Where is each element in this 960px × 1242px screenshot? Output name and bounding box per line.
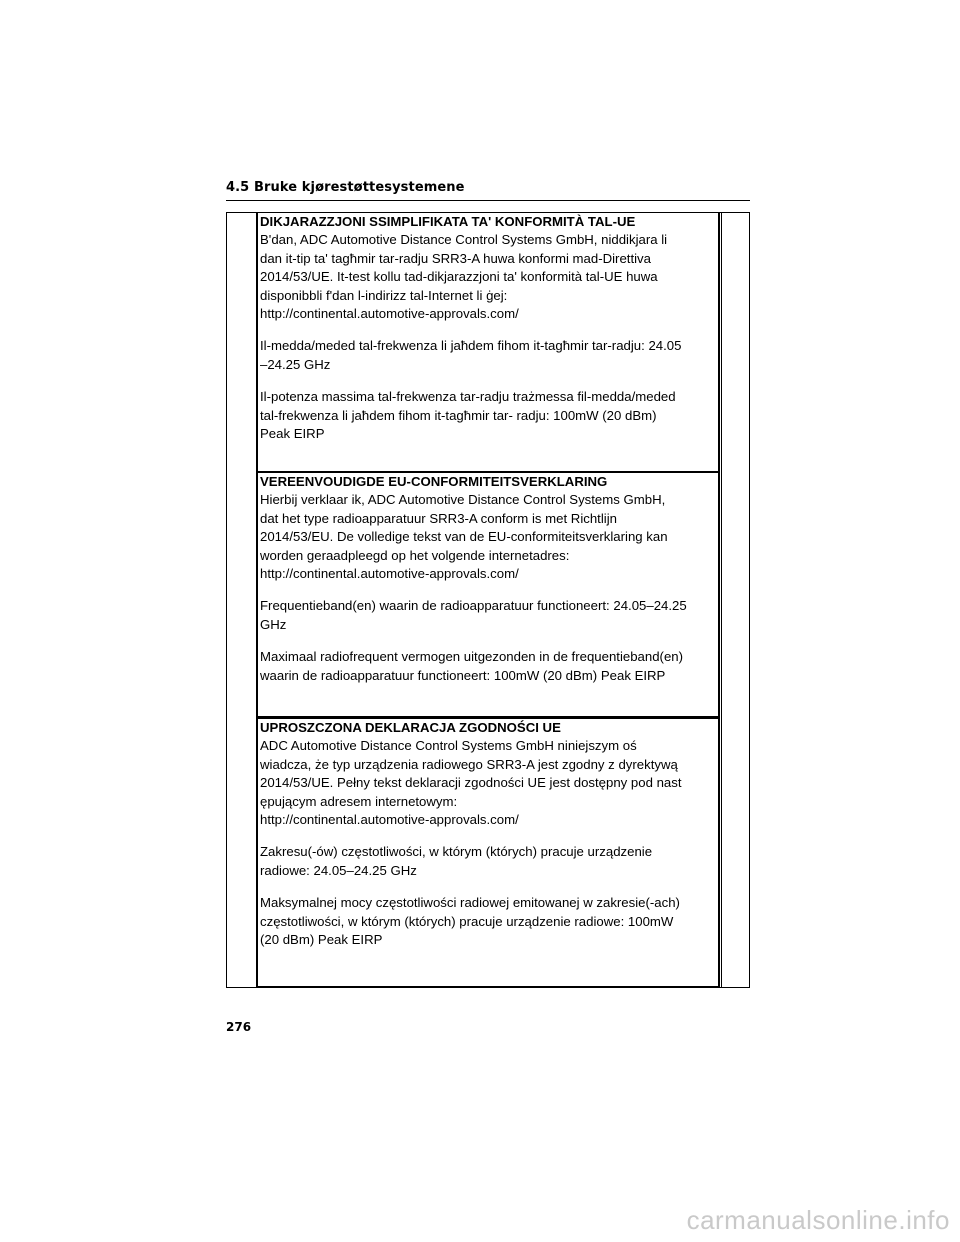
block-title: UPROSZCZONA DEKLARACJA ZGODNOŚCI UE xyxy=(260,720,561,735)
block-paragraph: ADC Automotive Distance Control Systems GmbH niniejszym oś wiadcza, że typ urządzenia radiowego SRR3-A jest zgodny z dyrektywą 2014/53/UE. Pełny tekst deklaracji zgodności UE jest dostępny pod nast ępującym adresem internetowym: http://continental.automotive-approvals.com/ xyxy=(260,738,682,828)
block-paragraph: Il-medda/meded tal-frekwenza li jaħdem fihom it-tagħmir tar-radju: 24.05 –24.25 GHz xyxy=(260,338,682,372)
declaration-block-maltese xyxy=(256,212,720,473)
block-paragraph: Maximaal radiofrequent vermogen uitgezonden in de frequentieband(en) waarin de radioapparatuur functioneert: 100mW (20 dBm) Peak EIRP xyxy=(260,649,684,683)
block-paragraph: Zakresu(-ów) częstotliwości, w którym (których) pracuje urządzenie radiowe: 24.05–24.25 GHz xyxy=(260,844,653,878)
section-title: 4.5 Bruke kjørestøttesystemene xyxy=(226,180,465,195)
declaration-block-dutch xyxy=(256,472,720,718)
section-header xyxy=(226,180,750,201)
page-number: 276 xyxy=(226,1020,252,1034)
block-paragraph: Frequentieband(en) waarin de radioapparatuur functioneert: 24.05–24.25 GHz xyxy=(260,598,687,632)
block-paragraph: Il-potenza massima tal-frekwenza tar-radju trażmessa fil-medda/meded tal-frekwenza li jaħdem fihom it-tagħmir tar- radju: 100mW (20 dBm) Peak EIRP xyxy=(260,389,676,442)
table-right-column-divider xyxy=(721,213,722,987)
block-paragraph: B'dan, ADC Automotive Distance Control Systems GmbH, niddikjara li dan it-tip ta' tagħmir tar-radju SRR3-A huwa konformi mad-Direttiva 2014/53/UE. It-test kollu tad-dikjarazzjoni ta' konformità tal-UE huwa disponibbli f'dan l-indirizz tal-Internet li ġej: http://continental.automotive-approvals.com/ xyxy=(260,232,668,322)
block-title: DIKJARAZZJONI SSIMPLIFIKATA TA' KONFORMITÀ TAL-UE xyxy=(260,214,636,229)
block-paragraph: Maksymalnej mocy częstotliwości radiowej emitowanej w zakresie(-ach) częstotliwości, w którym (których) pracuje urządzenie radiowe: 100mW (20 dBm) Peak EIRP xyxy=(260,895,680,948)
block-paragraph: Hierbij verklaar ik, ADC Automotive Distance Control Systems GmbH, dat het type radioapparatuur SRR3-A conform is met Richtlijn 2014/53/EU. De volledige tekst van de EU-conformiteitsverklaring kan worden geraadpleegd op het volgende internetadres: http://continental.automotive-approvals.com/ xyxy=(260,492,668,582)
watermark-text: carmanualsonline.info xyxy=(686,1205,950,1235)
block-title: VEREENVOUDIGDE EU-CONFORMITEITSVERKLARING xyxy=(260,474,608,489)
declaration-block-polish xyxy=(256,718,720,988)
